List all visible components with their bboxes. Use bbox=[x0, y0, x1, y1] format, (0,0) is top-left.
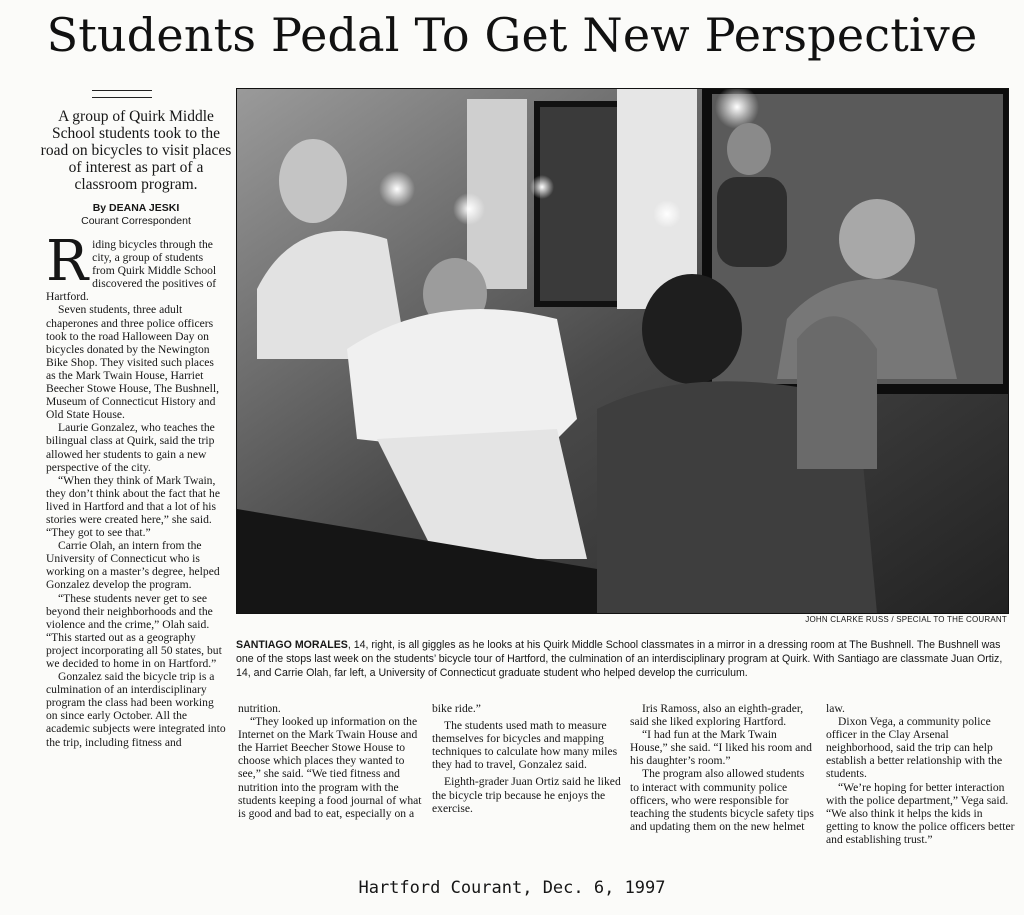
article-column-4 bbox=[630, 702, 816, 833]
paragraph: Seven students, three adult chaperones and three police officers took to the road Halloween Day on bicycles donated by the Newington Bike Shop. They visited such places as the Mark Twain House, Harriet Beecher Stowe House, The Bushnell, Museum of Connecticut History and Old State House. bbox=[46, 303, 220, 422]
deck-rule-bottom bbox=[92, 97, 152, 98]
article-column-1 bbox=[46, 229, 226, 749]
paragraph: Eighth-grader Juan Ortiz said he liked the bicycle trip because he enjoys the exercise. bbox=[432, 775, 621, 815]
paragraph: nutrition. bbox=[238, 702, 281, 715]
paragraph: The students used math to measure themselves for bicycles and mapping techniques to calculate how many miles they had to travel, Gonzalez said. bbox=[432, 719, 618, 772]
caption-lead: SANTIAGO MORALES bbox=[236, 639, 348, 651]
photo-caption bbox=[236, 638, 1011, 680]
paragraph: iding bicycles through the city, a group of students from Quirk Middle School discovered the positives of Hartford. bbox=[46, 238, 217, 304]
photo-illustration bbox=[237, 89, 1008, 613]
paragraph: The program also allowed students to interact with community police officers, who were responsible for teaching the students bicycle safety tips and updating them on the new helmet bbox=[630, 767, 814, 833]
drop-cap: R bbox=[46, 229, 89, 294]
paragraph: “They looked up information on the Internet on the Mark Twain House and the Harriet Beecher Stowe House to choose which places they wanted to see,” she said. “We tied fitness and nutrition into the program with the students keeping a food journal of what is good and bad to eat, especially on a bbox=[238, 715, 422, 820]
paragraph: “These students never get to see beyond their neighborhoods and the violence and the crime,” Olah said. “This started out as a geography project incorporating all 50 states, but we decided to home in on Hartford.” bbox=[46, 591, 222, 670]
source-footer: Hartford Courant, Dec. 6, 1997 bbox=[358, 878, 666, 898]
article-column-5 bbox=[826, 702, 1016, 846]
paragraph: law. bbox=[826, 702, 845, 715]
article-column-2 bbox=[238, 702, 422, 820]
paragraph: Gonzalez said the bicycle trip is a culmination of an interdisciplinary program the class had been working on since early October. All the academic subjects were integrated into the trip, including fitness and bbox=[46, 670, 226, 749]
article-column-3 bbox=[432, 702, 622, 815]
paragraph: Laurie Gonzalez, who teaches the bilingual class at Quirk, said the trip allowed her students to gain a new perspective of the city. bbox=[46, 421, 215, 474]
byline-name: By DEANA JESKI bbox=[92, 202, 180, 214]
news-photo bbox=[236, 88, 1009, 614]
paragraph: “We’re hoping for better interaction with the police department,” Vega said. “We also think it helps the kids in getting to know the police officers better and establishing trust.” bbox=[826, 780, 1015, 846]
paragraph: Iris Ramoss, also an eighth-grader, said she liked exploring Hartford. bbox=[630, 702, 804, 729]
byline bbox=[40, 202, 232, 228]
headline: Students Pedal To Get New Perspective bbox=[46, 8, 978, 62]
paragraph: Carrie Olah, an intern from the University of Connecticut who is working on a master’s degree, helped Gonzalez develop the program. bbox=[46, 539, 220, 592]
paragraph: bike ride.” bbox=[432, 702, 481, 715]
paragraph: “When they think of Mark Twain, they don’t think about the fact that he lived in Hartford and that a lot of his stories were created here,” she said. “They got to see that.” bbox=[46, 473, 220, 540]
paragraph: Dixon Vega, a community police officer in the Clay Arsenal neighborhood, said the trip can help establish a better relationship with the students. bbox=[826, 715, 1003, 781]
paragraph: “I had fun at the Mark Twain House,” she said. “I liked his room and his daughter’s room.” bbox=[630, 728, 812, 768]
deck: A group of Quirk Middle School students took to the road on bicycles to visit places of interest as part of a classroom program. bbox=[40, 108, 232, 193]
byline-role: Courant Correspondent bbox=[81, 215, 191, 227]
photo-credit: JOHN CLARKE RUSS / SPECIAL TO THE COURANT bbox=[805, 615, 1007, 624]
deck-rule-top bbox=[92, 90, 152, 91]
caption-text: , 14, right, is all giggles as he looks at his Quirk Middle School classmates in a mirror in a dressing room at The Bushnell. The Bushnell was one of the stops last week on the students’ bicycle tour of Hartford, the culmination of an interdisciplinary program at Quirk. With Santiago are classmate Juan Ortiz, 14, and Carrie Olah, far left, a University of Connecticut graduate student who helped develop the curriculum. bbox=[236, 639, 1003, 679]
